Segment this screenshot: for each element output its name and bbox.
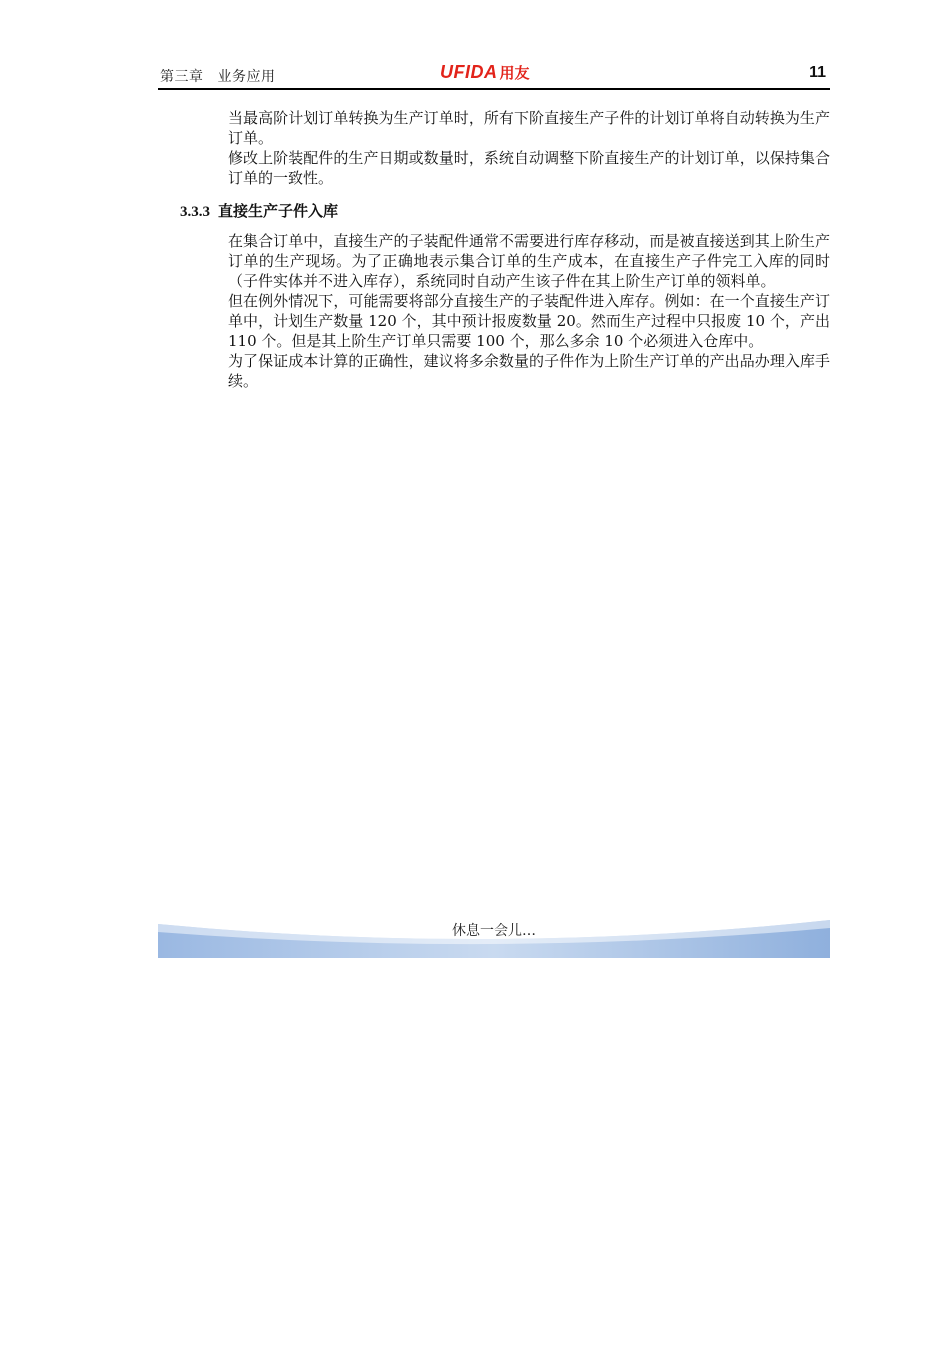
page-number: 11	[809, 64, 826, 81]
header-rule	[158, 88, 830, 90]
page-header	[158, 62, 830, 90]
paragraph-5: 为了保证成本计算的正确性，建议将多余数量的子件作为上阶生产订单的产出品办理入库手续。	[228, 352, 830, 390]
section-title: 直接生产子件入库	[218, 202, 339, 220]
chapter-title: 业务应用	[217, 69, 276, 85]
section-heading	[180, 200, 830, 221]
page-content	[158, 108, 830, 391]
brand-cn: 用友	[499, 64, 530, 82]
paragraph-3: 在集合订单中，直接生产的子装配件通常不需要进行库存移动，而是被直接送到其上阶生产订单的生产现场。为了正确地表示集合订单的生产成本，在直接生产子件完工入库的同时（子件实体并不进入库存），系统同时自动产生该子件在其上阶生产订单的领料单。	[228, 232, 830, 290]
brand-en: UFIDA	[440, 62, 498, 82]
footer-band	[158, 916, 830, 958]
paragraph-1: 当最高阶计划订单转换为生产订单时，所有下阶直接生产子件的计划订单将自动转换为生产订单。	[228, 109, 830, 147]
paragraph-4: 但在例外情况下，可能需要将部分直接生产的子装配件进入库存。例如：在一个直接生产订单中，计划生产数量 120 个，其中预计报废数量 20。然而生产过程中只报废 10 个，产出 110 个。但是其上阶生产订单只需要 100 个，那么多余 10 个必须进入仓库中。	[228, 292, 830, 350]
section-number: 3.3.3	[180, 204, 210, 220]
chapter-number: 第三章	[160, 69, 204, 85]
chapter-label	[160, 66, 276, 86]
ufida-logo	[440, 62, 530, 83]
footer-text: 休息一会儿…	[452, 923, 536, 939]
paragraph-2: 修改上阶装配件的生产日期或数量时，系统自动调整下阶直接生产的计划订单，以保持集合订单的一致性。	[228, 149, 830, 187]
